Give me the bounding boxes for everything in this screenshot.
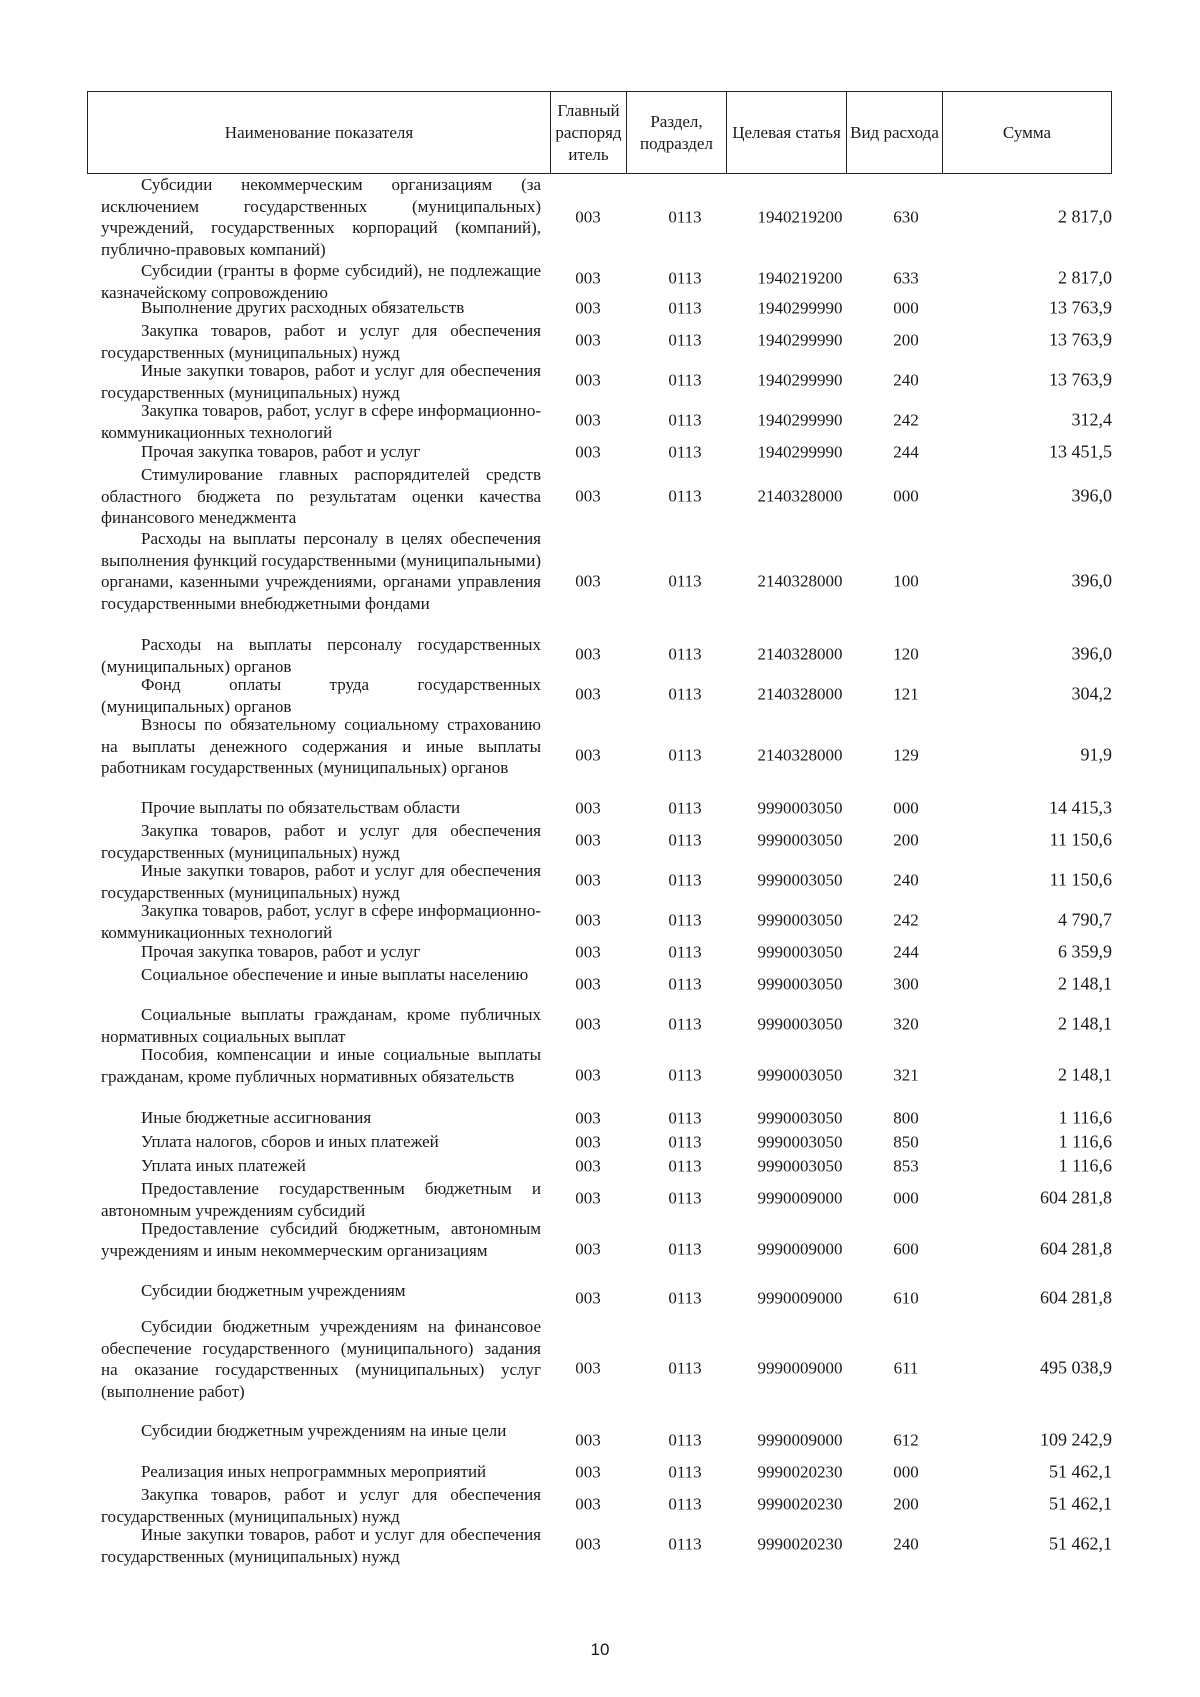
row-name: Выполнение других расходных обязательств [141, 298, 465, 318]
row-sum: 51 462,1 [1049, 1493, 1112, 1514]
row-gr: 003 [575, 1534, 601, 1554]
row-sum: 13 763,9 [1049, 369, 1112, 390]
row-target: 9990009000 [757, 1430, 843, 1450]
table-row [0, 360, 1200, 400]
row-kind: 000 [893, 298, 919, 318]
row-gr: 003 [575, 1014, 601, 1034]
row-sum: 604 281,8 [1040, 1238, 1112, 1259]
row-name: Расходы на выплаты персоналу в целях обеспечения выполнения функций государственными (муниципальными) органами, казенными учреждениями, органами управления государственными внебюджетными фондами [101, 529, 541, 613]
row-sum: 396,0 [1071, 485, 1112, 506]
row-name: Прочая закупка товаров, работ и услуг [141, 942, 421, 962]
row-kind: 853 [893, 1156, 919, 1176]
row-sum: 91,9 [1080, 744, 1112, 765]
row-target: 1940219200 [757, 207, 843, 227]
row-section: 0113 [668, 1534, 702, 1554]
row-kind: 610 [893, 1288, 919, 1308]
row-target: 9990003050 [757, 870, 843, 890]
table-row [0, 1130, 1200, 1154]
row-section: 0113 [668, 1108, 702, 1128]
row-gr: 003 [575, 410, 601, 430]
row-sum: 396,0 [1071, 643, 1112, 664]
row-sum: 604 281,8 [1040, 1287, 1112, 1308]
row-section: 0113 [668, 1239, 702, 1259]
row-kind: 129 [893, 745, 919, 765]
row-target: 9990009000 [757, 1358, 843, 1378]
row-target: 2140328000 [757, 684, 843, 704]
row-name: Закупка товаров, работ, услуг в сфере информационно-коммуникационных технологий [101, 901, 542, 942]
row-gr: 003 [575, 745, 601, 765]
row-target: 2140328000 [757, 644, 843, 664]
row-section: 0113 [668, 745, 702, 765]
row-gr: 003 [575, 684, 601, 704]
table-row [0, 714, 1200, 796]
table-row [0, 674, 1200, 714]
row-sum: 51 462,1 [1049, 1533, 1112, 1554]
row-kind: 612 [893, 1430, 919, 1450]
row-gr: 003 [575, 1430, 601, 1450]
row-kind: 244 [893, 442, 919, 462]
row-target: 9990003050 [757, 942, 843, 962]
row-name: Предоставление субсидий бюджетным, автономным учреждениям и иным некоммерческим организациям [101, 1219, 541, 1260]
row-kind: 242 [893, 410, 919, 430]
row-sum: 604 281,8 [1040, 1187, 1112, 1208]
table-row [0, 320, 1200, 360]
row-target: 9990009000 [757, 1239, 843, 1259]
table-header [87, 91, 1112, 174]
table-row [0, 1420, 1200, 1460]
row-gr: 003 [575, 910, 601, 930]
row-target: 9990003050 [757, 974, 843, 994]
row-name: Закупка товаров, работ и услуг для обеспечения государственных (муниципальных) нужд [101, 1485, 541, 1526]
row-sum: 6 359,9 [1058, 941, 1112, 962]
row-target: 1940299990 [757, 442, 843, 462]
row-section: 0113 [668, 486, 702, 506]
table-body [0, 174, 1200, 1564]
row-name: Иные закупки товаров, работ и услуг для обеспечения государственных (муниципальных) нужд [101, 1525, 541, 1566]
row-gr: 003 [575, 830, 601, 850]
row-name: Прочие выплаты по обязательствам области [141, 798, 461, 818]
row-name: Закупка товаров, работ и услуг для обеспечения государственных (муниципальных) нужд [101, 321, 541, 362]
row-sum: 13 763,9 [1049, 329, 1112, 350]
row-kind: 600 [893, 1239, 919, 1259]
table-row [0, 1316, 1200, 1420]
row-sum: 2 148,1 [1058, 1013, 1112, 1034]
row-gr: 003 [575, 1108, 601, 1128]
row-name: Субсидии бюджетным учреждениям [141, 1281, 406, 1300]
row-kind: 630 [893, 207, 919, 227]
table-row [0, 940, 1200, 964]
row-gr: 003 [575, 298, 601, 318]
row-target: 9990003050 [757, 910, 843, 930]
row-section: 0113 [668, 1288, 702, 1308]
row-gr: 003 [575, 1288, 601, 1308]
row-sum: 11 150,6 [1049, 829, 1112, 850]
row-target: 1940299990 [757, 330, 843, 350]
row-kind: 100 [893, 571, 919, 591]
row-sum: 2 817,0 [1058, 267, 1112, 288]
table-row [0, 1524, 1200, 1564]
row-target: 2140328000 [757, 571, 843, 591]
header-sum: Сумма [943, 92, 1112, 174]
row-target: 9990009000 [757, 1188, 843, 1208]
row-sum: 4 790,7 [1058, 909, 1112, 930]
row-section: 0113 [668, 410, 702, 430]
row-target: 9990009000 [757, 1288, 843, 1308]
row-kind: 800 [893, 1108, 919, 1128]
row-kind: 000 [893, 798, 919, 818]
row-section: 0113 [668, 268, 702, 288]
row-section: 0113 [668, 942, 702, 962]
row-name: Социальные выплаты гражданам, кроме публичных нормативных социальных выплат [101, 1005, 541, 1046]
row-sum: 13 763,9 [1049, 297, 1112, 318]
row-sum: 312,4 [1071, 409, 1112, 430]
header-name: Наименование показателя [88, 92, 551, 174]
row-section: 0113 [668, 330, 702, 350]
row-target: 1940299990 [757, 298, 843, 318]
row-name: Уплата налогов, сборов и иных платежей [141, 1132, 439, 1152]
table-row [0, 820, 1200, 860]
row-name: Закупка товаров, работ, услуг в сфере информационно-коммуникационных технологий [101, 401, 542, 442]
row-target: 9990003050 [757, 1132, 843, 1152]
row-target: 9990003050 [757, 1108, 843, 1128]
row-kind: 240 [893, 1534, 919, 1554]
row-gr: 003 [575, 644, 601, 664]
row-target: 1940299990 [757, 370, 843, 390]
row-name: Предоставление государственным бюджетным и автономным учреждениям субсидий [101, 1179, 541, 1220]
row-sum: 1 116,6 [1058, 1107, 1112, 1128]
row-kind: 200 [893, 830, 919, 850]
row-gr: 003 [575, 1065, 601, 1085]
row-kind: 244 [893, 942, 919, 962]
row-gr: 003 [575, 942, 601, 962]
table-row [0, 964, 1200, 1004]
table-row [0, 174, 1200, 260]
row-name: Пособия, компенсации и иные социальные выплаты гражданам, кроме публичных нормативных обязательств [101, 1045, 541, 1086]
table-row [0, 796, 1200, 820]
row-section: 0113 [668, 830, 702, 850]
row-kind: 633 [893, 268, 919, 288]
row-sum: 2 148,1 [1058, 1064, 1112, 1085]
row-kind: 240 [893, 870, 919, 890]
row-gr: 003 [575, 870, 601, 890]
row-gr: 003 [575, 1462, 601, 1482]
row-section: 0113 [668, 1494, 702, 1514]
row-target: 9990003050 [757, 798, 843, 818]
row-section: 0113 [668, 1358, 702, 1378]
row-kind: 121 [893, 684, 919, 704]
table-row [0, 1280, 1200, 1316]
row-kind: 321 [893, 1065, 919, 1085]
header-kind: Вид расхода [847, 92, 943, 174]
table-row [0, 1044, 1200, 1106]
table-row [0, 1106, 1200, 1130]
table-row [0, 1484, 1200, 1524]
row-target: 9990003050 [757, 1156, 843, 1176]
row-sum: 1 116,6 [1058, 1155, 1112, 1176]
row-section: 0113 [668, 870, 702, 890]
row-gr: 003 [575, 1494, 601, 1514]
row-target: 1940219200 [757, 268, 843, 288]
table-row [0, 440, 1200, 464]
row-target: 9990003050 [757, 1014, 843, 1034]
table-row [0, 900, 1200, 940]
row-section: 0113 [668, 684, 702, 704]
row-section: 0113 [668, 910, 702, 930]
row-gr: 003 [575, 442, 601, 462]
row-name: Социальное обеспечение и иные выплаты населению [141, 965, 529, 984]
row-sum: 2 148,1 [1058, 973, 1112, 994]
row-name: Закупка товаров, работ и услуг для обеспечения государственных (муниципальных) нужд [101, 821, 541, 862]
row-kind: 242 [893, 910, 919, 930]
table-row [0, 528, 1200, 634]
table-row [0, 296, 1200, 320]
row-name: Уплата иных платежей [141, 1156, 306, 1176]
row-name: Фонд оплаты труда государственных (муниципальных) органов [101, 675, 541, 716]
row-kind: 000 [893, 1462, 919, 1482]
row-gr: 003 [575, 207, 601, 227]
row-section: 0113 [668, 644, 702, 664]
row-target: 9990003050 [757, 830, 843, 850]
row-sum: 51 462,1 [1049, 1461, 1112, 1482]
row-gr: 003 [575, 974, 601, 994]
row-name: Реализация иных непрограммных мероприятий [141, 1462, 487, 1482]
row-target: 9990020230 [757, 1494, 843, 1514]
table-row [0, 400, 1200, 440]
row-name: Иные закупки товаров, работ и услуг для обеспечения государственных (муниципальных) нужд [101, 861, 541, 902]
row-target: 1940299990 [757, 410, 843, 430]
table-row [0, 1004, 1200, 1044]
row-section: 0113 [668, 974, 702, 994]
row-name: Субсидии бюджетным учреждениям на иные цели [141, 1421, 507, 1440]
row-gr: 003 [575, 1156, 601, 1176]
row-name: Субсидии некоммерческим организациям (за исключением государственных (муниципальных) учреждений, государственных корпораций (компаний), публично-правовых компаний) [101, 175, 541, 259]
row-target: 9990020230 [757, 1534, 843, 1554]
row-section: 0113 [668, 442, 702, 462]
row-gr: 003 [575, 798, 601, 818]
row-kind: 000 [893, 486, 919, 506]
row-sum: 109 242,9 [1040, 1429, 1112, 1450]
row-section: 0113 [668, 298, 702, 318]
row-section: 0113 [668, 571, 702, 591]
header-section: Раздел, подраздел [627, 92, 727, 174]
row-gr: 003 [575, 1358, 601, 1378]
row-kind: 200 [893, 1494, 919, 1514]
row-sum: 13 451,5 [1049, 441, 1112, 462]
row-sum: 2 817,0 [1058, 206, 1112, 227]
row-gr: 003 [575, 486, 601, 506]
row-gr: 003 [575, 330, 601, 350]
table-row [0, 860, 1200, 900]
page-number: 10 [590, 1640, 610, 1659]
row-kind: 611 [893, 1358, 919, 1378]
row-target: 9990003050 [757, 1065, 843, 1085]
row-sum: 495 038,9 [1040, 1357, 1112, 1378]
row-name: Субсидии (гранты в форме субсидий), не подлежащие казначейскому сопровождению [101, 261, 541, 302]
row-sum: 396,0 [1071, 570, 1112, 591]
row-kind: 240 [893, 370, 919, 390]
row-sum: 11 150,6 [1049, 869, 1112, 890]
row-gr: 003 [575, 268, 601, 288]
table-row [0, 1460, 1200, 1484]
row-section: 0113 [668, 370, 702, 390]
row-name: Стимулирование главных распорядителей средств областного бюджета по результатам оценки качества финансового менеджмента [101, 465, 541, 527]
row-kind: 000 [893, 1188, 919, 1208]
row-target: 9990020230 [757, 1462, 843, 1482]
row-section: 0113 [668, 1014, 702, 1034]
row-name: Расходы на выплаты персоналу государственных (муниципальных) органов [101, 635, 541, 676]
table-row [0, 260, 1200, 302]
row-gr: 003 [575, 370, 601, 390]
row-name: Субсидии бюджетным учреждениям на финансовое обеспечение государственного (муниципального) задания на оказание государственных (муниципальных) услуг (выполнение работ) [101, 1317, 541, 1401]
row-sum: 1 116,6 [1058, 1131, 1112, 1152]
row-section: 0113 [668, 207, 702, 227]
row-section: 0113 [668, 1065, 702, 1085]
table-row [0, 1178, 1200, 1218]
table-row [0, 1218, 1200, 1280]
row-kind: 320 [893, 1014, 919, 1034]
row-kind: 850 [893, 1132, 919, 1152]
row-gr: 003 [575, 1188, 601, 1208]
row-kind: 300 [893, 974, 919, 994]
row-sum: 304,2 [1071, 683, 1112, 704]
row-name: Прочая закупка товаров, работ и услуг [141, 442, 421, 462]
row-gr: 003 [575, 1239, 601, 1259]
row-section: 0113 [668, 1156, 702, 1176]
row-kind: 120 [893, 644, 919, 664]
row-section: 0113 [668, 1188, 702, 1208]
table-row [0, 634, 1200, 674]
row-kind: 200 [893, 330, 919, 350]
row-gr: 003 [575, 571, 601, 591]
table-row [0, 464, 1200, 528]
row-name: Иные бюджетные ассигнования [141, 1108, 372, 1128]
header-gr: Главный распоряд итель [551, 92, 627, 174]
row-section: 0113 [668, 1430, 702, 1450]
row-section: 0113 [668, 1462, 702, 1482]
row-section: 0113 [668, 798, 702, 818]
header-target: Целевая статья [727, 92, 847, 174]
row-section: 0113 [668, 1132, 702, 1152]
row-name: Взносы по обязательному социальному страхованию на выплаты денежного содержания и иные выплаты работникам государственных (муниципальных) органов [101, 715, 541, 777]
row-gr: 003 [575, 1132, 601, 1152]
row-sum: 14 415,3 [1049, 797, 1112, 818]
row-target: 2140328000 [757, 745, 843, 765]
row-name: Иные закупки товаров, работ и услуг для обеспечения государственных (муниципальных) нужд [101, 361, 541, 402]
table-row [0, 1154, 1200, 1178]
row-target: 2140328000 [757, 486, 843, 506]
